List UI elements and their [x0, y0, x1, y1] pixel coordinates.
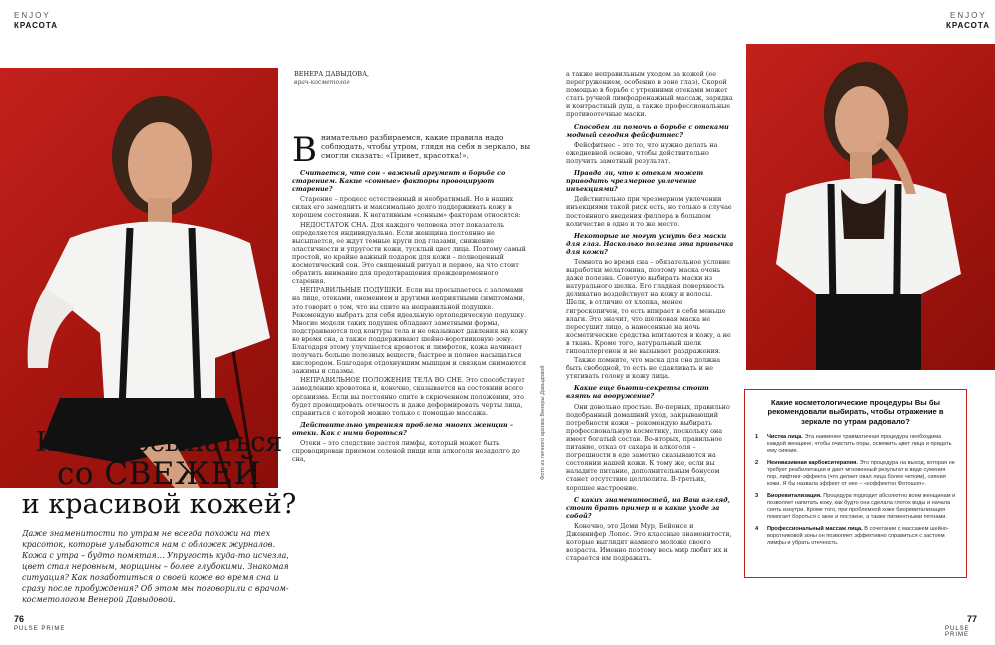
sidebar-list	[755, 434, 956, 547]
byline-name: ВЕНЕРА ДАВЫДОВА,	[294, 70, 370, 78]
title-line-2: со СВЕЖЕЙ	[56, 456, 261, 492]
photo-credit: Фото из личного архива Венеры Давыдовой	[540, 365, 546, 480]
question-1: Считается, что сон – важный аргумент в борьбе со старением. Какие «сонные» факторы провоцируют старение?	[292, 169, 506, 194]
sidebar-heading: Какие косметологические процедуры Вы бы рекомендовали выбирать, чтобы отражение в зеркале по утрам радовало?	[767, 398, 944, 426]
answer-5b: Также помните, что маска для сна должна быть свободной, то есть не сдавливать и не утягивать голову и кожу лица.	[566, 356, 721, 381]
dropcap: В	[292, 133, 317, 170]
brand-right: PULSE PRIME	[945, 626, 970, 638]
title-line-1: Как просыпаться	[35, 427, 283, 458]
sidebar-item-3-name: Биоревитализация.	[767, 493, 822, 500]
answer-3: Фейсфитнес – это то, что нужно делать на ежедневной основе, чтобы действительно получить заметный результат.	[566, 140, 718, 165]
woman-figure-left	[0, 68, 278, 488]
sidebar-item-1-name: Чистка лица.	[767, 434, 803, 441]
paragraph-continued: а также неправильным уходом за кожей (ее перегружением, особенно в зоне глаз). Скорой помощью в борьбе с утренними отеками может стать ручной лимфодренажный массаж, зарядка и контрастный душ, а также профессиональные противоотечные маски.	[566, 70, 733, 119]
paragraph-body-position: НЕПРАВИЛЬНОЕ ПОЛОЖЕНИЕ ТЕЛА ВО СНЕ. Это способствует замедлению кровотока и, конечно, сказывается на состоянии всего организма. Если вы постоянно спите в скрюченном положении, это будет провоцировать отечность и даже деформировать черты лица, справиться с которой можно только с помощью массажа.	[292, 376, 525, 417]
question-7: С каких знаменитостей, на Ваш взгляд, стоит брать пример и в какие уходе за собой?	[566, 495, 730, 520]
sidebar-item-3-num: 3	[755, 493, 759, 500]
question-3: Способен ли помочь в борьбе с отеками модный сегодня фейсфитнес?	[566, 122, 729, 139]
procedures-sidebar	[744, 389, 967, 578]
woman-figure-right	[746, 44, 995, 370]
page-number-right: 77	[967, 614, 978, 624]
section-label-right: ENJOY	[950, 11, 987, 20]
sidebar-item-1	[755, 434, 956, 455]
byline	[294, 70, 374, 86]
paragraph-pillows: НЕПРАВИЛЬНЫЕ ПОДУШКИ. Если вы просыпаетесь с заломами на лице, отеками, онемением и другими неприятными симптомами, это говорит о том, что вы спите на неправильной подушке. Рекомендую выбрать для себя идеальную ортопедическую подушку. Многие модели таких подушек обладают заметными формы, подстраиваются под контуры тела и не оказывают давления на кожу во время сна, а также поддерживают шейно-воротниковую зону. Благодаря этому улучшается кровоток и лимфоток, кожа начинает получать больше полезных веществ, быстрее и полнее насыщаться кислородом. Благодаря отдохнувшим мышцам и связкам снимаются зажимы и спазмы.	[292, 286, 528, 376]
brand-left: PULSE PRIME	[14, 626, 66, 632]
sidebar-item-4-num: 4	[755, 526, 759, 533]
category-label-right: КРАСОТА	[946, 21, 991, 30]
answer-5: Темнота во время сна – обязательное условие выработки мелатонина, поэтому маска очень даже полезна. Советую выбирать маски из натурального шелка. Его гладкая поверхность деликатно воздействует на кожу и волосы. Шелк, в отличие от хлопка, менее гигроскопичен, то есть впирает в себя меньше влаги. Это значит, что шелковая маска не пересушит лицо, а нанесенные на ночь косметические средства впитаются в кожу, а не в ткань. Кроме того, натуральный шелк гипоаллергенен и не вызывает раздражения.	[566, 257, 731, 355]
answer-6: Они довольно простые. Во-первых, правильно подобранный домашний уход, закрывающий потребности кожи – рекомендую выбирать профессиональную косметику, поскольку она имеет богатый состав. Во-вторых, правильное питание, отказ от сахара и алкоголя – погрешности в еде заметно сказываются на состоянии нашей кожи. К тому же, если вы наладите питание, дополнительным бонусом станет отсутствие целлюлита. В-третьих, хорошее настроение.	[566, 402, 730, 492]
answer-2: Отеки – это следствие застоя лимфы, который может быть спровоцирован приемом соленой пищи или алкоголя незадолго до сна,	[292, 439, 520, 464]
sidebar-item-4	[755, 526, 956, 547]
sidebar-item-3	[755, 493, 956, 521]
page-number-left: 76	[14, 614, 25, 624]
sidebar-item-2-num: 2	[755, 460, 759, 467]
article-title	[14, 428, 304, 520]
answer-1: Старение – процесс естественный и необратимый. Но в наших силах его замедлить и максимально долго поддерживать кожу в хорошем состоянии. К негативным «сонным» факторам относятся:	[292, 195, 521, 220]
sidebar-item-2-text: Это процедура на выход, которая не требует реабилитации и дает мгновенный результат в виде сужения пор, лифтинг-эффекта (что делает овал лица более четким), сияния кожи. Я бы назвала эффект от нее – «коффектон Фотошоп».	[767, 460, 955, 488]
title-line-3: и красивой кожей?	[21, 489, 297, 520]
answer-7: Конечно, это Деми Мур, Бейонсе и Дженнифер Лопес. Это классные знаменитости, которые выглядят намного моложе своего возраста. Именно поэтому весь мир любит их и старается им подражать.	[566, 521, 732, 563]
portrait-photo-left	[0, 68, 278, 488]
paragraph-sleep-lack: НЕДОСТАТОК СНА. Для каждого человека этот показатель определяется индивидуально. Если женщина постоянно не высыпается, ее ждут темные круги под глазами, снижение эластичности и упругости кожи, тусклый цвет лица. Поэтому самый простой, но крайне важный подарок для кожи – полноценный косметический сон. Это священный ритуал и первое, на что стоит обратить внимание для предотвращения преждевременного старения.	[292, 220, 526, 286]
answer-4: Действительно при чрезмерном увлечении инъекциями такой риск есть, но только в случае постоянного введения филлера в большом количестве в одно и то же место.	[566, 195, 732, 228]
article-lead: Даже знаменитости по утрам не всегда похожи на тех красоток, которые улыбаются нам с обложек журналов. Кожа с утра – будто помятая… Упругость куда-то исчезла, цвет стал неровным, морщины – более глубокими. Знакомая ситуация? Как позаботиться о своей коже во время сна и сразу после пробуждения? Об этом мы поговорили с врачом-косметологом Венерой Давыдовой.	[22, 529, 289, 604]
question-4: Правда ли, что к отекам может приводить чрезмерное увлечение инъекциями?	[566, 169, 704, 194]
sidebar-item-1-num: 1	[755, 434, 759, 441]
byline-role: врач-косметолог	[294, 79, 350, 86]
sidebar-item-2	[755, 460, 956, 488]
question-2: Действительно утренняя проблема многих женщин – отеки. Как с ними бороться?	[292, 420, 514, 437]
portrait-photo-right	[746, 44, 995, 370]
sidebar-item-3-text: Процедура подходит абсолютно всем женщинам и позволяет напитать кожу, как будто она сделала глоток воды и начала сиять изнутри. Кроме того, при проблемной коже биоревитализация помогает бороться с акне и постакне, а также пигментными пятнами.	[767, 493, 956, 521]
sidebar-item-1-text: Эта наименее травматичная процедура необходима каждой женщине, чтобы очистить поры, освежить цвет лица и придать ему сияние.	[767, 434, 952, 455]
question-5: Некоторые не могут уснуть без маски для глаз. Насколько полезна эта привычка для кожи?	[566, 231, 734, 256]
text-column-2	[566, 70, 734, 610]
question-6: Какие еще бьюти-секреты стоит взять на вооружение?	[566, 384, 709, 401]
sidebar-item-4-name: Профессиональный массаж лица.	[767, 526, 863, 533]
text-column-1	[292, 133, 532, 608]
sidebar-item-4-text: В сочетании с массажем шейно-воротниковой зоны он позволяет эффективно справиться с застоем лимфы и убрать отечность.	[767, 526, 949, 547]
intro-paragraph: нимательно разбираемся, какие правила надо соблюдать, чтобы утром, глядя на себя в зеркало, вы смогли сказать: «Привет, красотка!».	[321, 133, 531, 161]
section-label-left: ENJOY	[14, 11, 51, 20]
category-label-left: КРАСОТА	[14, 21, 59, 30]
photo-credit-wrap	[540, 365, 550, 490]
sidebar-item-2-name: Неинвазивная карбокситерапия.	[767, 460, 858, 467]
